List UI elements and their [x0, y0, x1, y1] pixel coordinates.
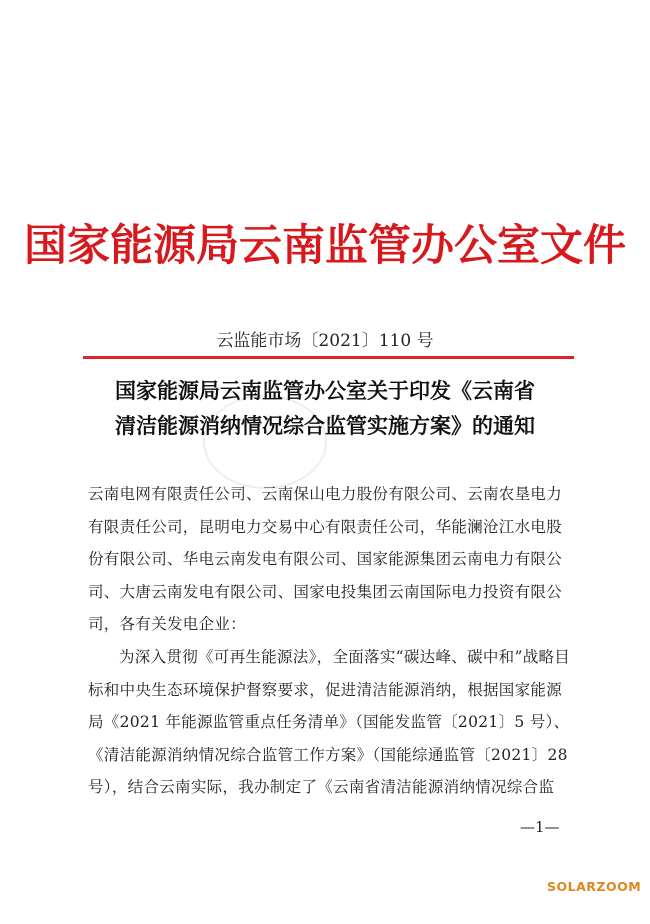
document-header-title: 国家能源局云南监管办公室文件 — [24, 221, 626, 271]
body-paragraph: 为深入贯彻《可再生能源法》，全面落实“碳达峰、碳中和”战略目标和中央生态环境保护督察要求，促进清洁能源消纳，根据国家能源局《2021 年能源监管重点任务清单》（国能发监管〔2021〕5 号）、《清洁能源消纳情况综合监管工作方案》（国能综通监管〔2021〕28 号），结合云南实际，我办制定了《云南省清洁能源消纳情况综合监 — [88, 648, 571, 796]
solarzoom-watermark: SOLARZOOM — [547, 879, 642, 894]
notice-title-line-1: 国家能源局云南监管办公室关于印发《云南省 — [115, 378, 535, 403]
document-number: 云监能市场〔2021〕110 号 — [216, 331, 434, 351]
page-number: —1— — [520, 818, 560, 836]
red-divider-rule — [83, 356, 574, 359]
notice-title-line-2: 清洁能源消纳情况综合监管实施方案》的通知 — [115, 413, 535, 438]
addressees-paragraph: 云南电网有限责任公司、云南保山电力股份有限公司、云南农垦电力有限责任公司，昆明电力交易中心有限责任公司，华能澜沧江水电股份有限公司、华电云南发电有限公司、国家能源集团云南电力有限公司、大唐云南发电有限公司、国家电投集团云南国际电力投资有限公司，各有关发电企业： — [88, 485, 563, 633]
